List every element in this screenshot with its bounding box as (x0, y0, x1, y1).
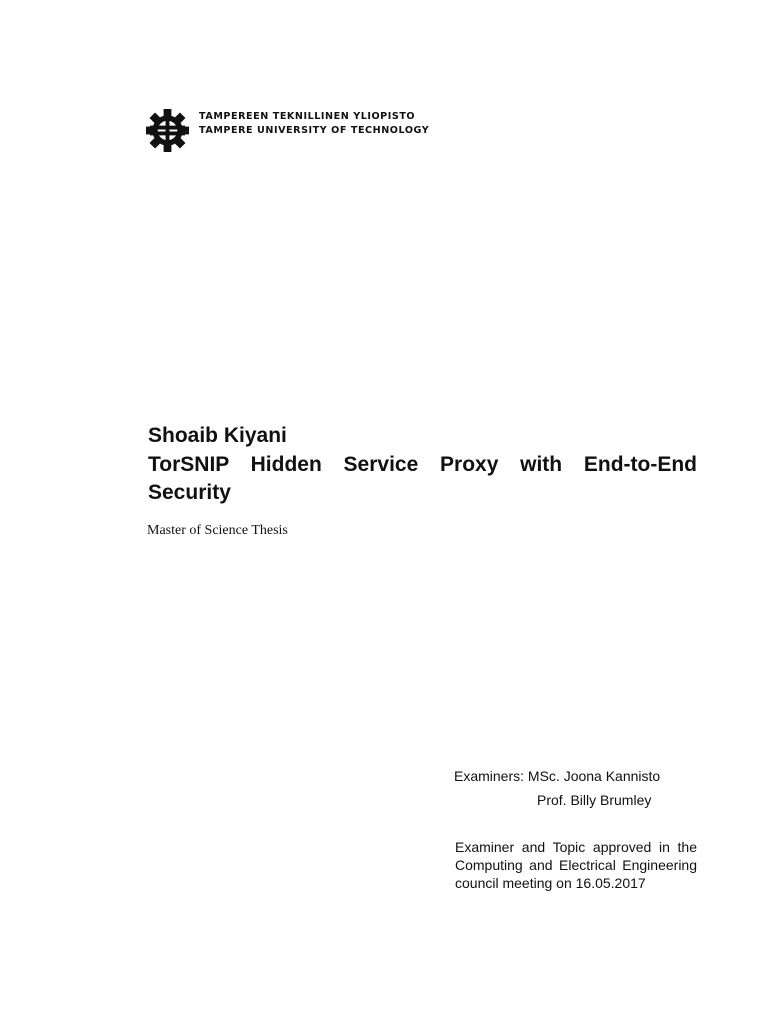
university-name-en: TAMPERE UNIVERSITY OF TECHNOLOGY (199, 125, 430, 136)
examiner-secondary: Prof. Billy Brumley (537, 792, 652, 808)
university-logo (146, 109, 446, 153)
title-block (148, 422, 697, 508)
document-type: Master of Science Thesis (147, 523, 288, 538)
gear-logo-icon (146, 109, 189, 152)
examiners (454, 764, 714, 812)
author-name: Shoaib Kiyani (148, 424, 287, 447)
university-name-fi: TAMPEREEN TEKNILLINEN YLIOPISTO (199, 111, 416, 122)
university-name (199, 110, 429, 138)
thesis-title: TorSNIP Hidden Service Proxy with End-to-End Security (148, 452, 697, 504)
approval-note: Examiner and Topic approved in the Computing and Electrical Engineering council meeting on 16.05.2017 (455, 839, 697, 891)
examiner-primary: Examiners: MSc. Joona Kannisto (454, 768, 661, 784)
